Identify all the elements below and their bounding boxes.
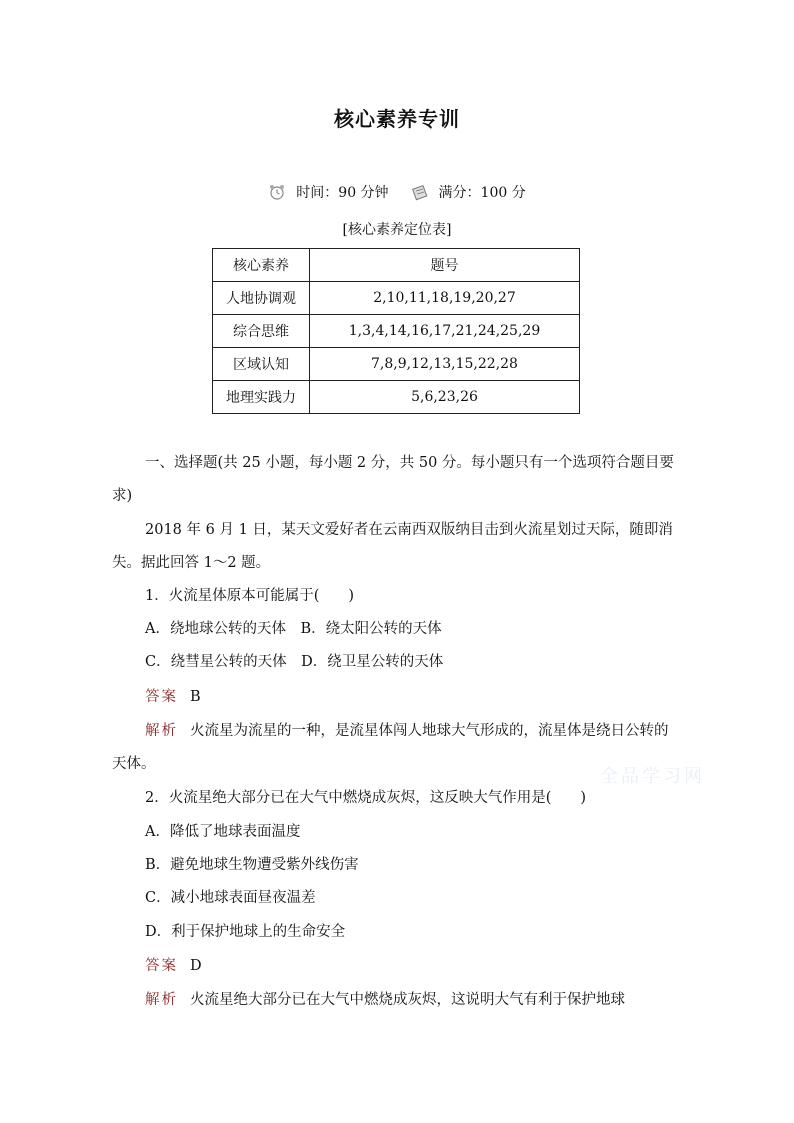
alarm-clock-icon (268, 183, 286, 201)
table-row (213, 282, 580, 315)
meta-line (0, 182, 794, 202)
answer-value: D (190, 958, 202, 974)
analysis-text: 火流星为流星的一种，是流星体闯人地球大气形成的，流星体是绕日公转的天体。 (112, 723, 669, 772)
analysis-label: 解析 (145, 723, 178, 739)
q2-analysis (145, 984, 625, 1017)
paper-icon (411, 183, 429, 201)
time-label: 时间：90 分钟 (296, 185, 389, 201)
table-caption: [核心素养定位表] (342, 222, 452, 238)
table-cell: 2,10,11,18,19,20,27 (310, 282, 580, 315)
table-cell: 综合思维 (213, 315, 310, 348)
answer-value: B (190, 689, 201, 705)
table-cell: 区域认知 (213, 348, 310, 381)
q1-options-cd: C．绕彗星公转的天体 D．绕卫星公转的天体 (145, 654, 444, 670)
table-row (213, 348, 580, 381)
section-intro: 一、选择题(共 25 小题，每小题 2 分，共 50 分。每小题只有一个选项符合题目要求) (112, 455, 674, 504)
q2-option-d: D．利于保护地球上的生命安全 (145, 924, 346, 940)
answer-label: 答案 (145, 689, 178, 705)
q1-options-ab: A．绕地球公转的天体 B．绕太阳公转的天体 (145, 621, 442, 637)
table-cell: 1,3,4,14,16,17,21,24,25,29 (310, 315, 580, 348)
q2-option-b: B．避免地球生物遭受紫外线伤害 (145, 857, 359, 873)
answer-label: 答案 (145, 958, 178, 974)
table-row (213, 381, 580, 414)
watermark: 全品学习网 (600, 766, 705, 787)
analysis-text: 火流星绝大部分已在大气中燃烧成灰烬，这说明大气有利于保护地球 (190, 992, 625, 1008)
q1-answer (145, 681, 201, 714)
q2-option-a: A．降低了地球表面温度 (145, 824, 301, 840)
q2-stem: 2．火流星绝大部分已在大气中燃烧成灰烬，这反映大气作用是( ) (145, 790, 587, 806)
q1-analysis (112, 715, 682, 781)
q1-stem: 1．火流星体原本可能属于( ) (145, 588, 355, 604)
passage: 2018 年 6 月 1 日，某天文爱好者在云南西双版纳目击到火流星划过天际，随即消失。据此回答 1～2 题。 (112, 522, 673, 571)
table-row (213, 315, 580, 348)
q2-option-c: C．减小地球表面昼夜温差 (145, 890, 316, 906)
table-header-cell: 核心素养 (213, 249, 310, 282)
analysis-label: 解析 (145, 992, 178, 1008)
table-header-row (213, 249, 580, 282)
table-cell: 人地协调观 (213, 282, 310, 315)
core-literacy-table (212, 248, 580, 414)
q2-answer (145, 950, 202, 983)
table-header-cell: 题号 (310, 249, 580, 282)
page-title: 核心素养专训 (334, 107, 460, 131)
table-cell: 地理实践力 (213, 381, 310, 414)
score-label: 满分：100 分 (438, 185, 526, 201)
table-cell: 7,8,9,12,13,15,22,28 (310, 348, 580, 381)
table-cell: 5,6,23,26 (310, 381, 580, 414)
